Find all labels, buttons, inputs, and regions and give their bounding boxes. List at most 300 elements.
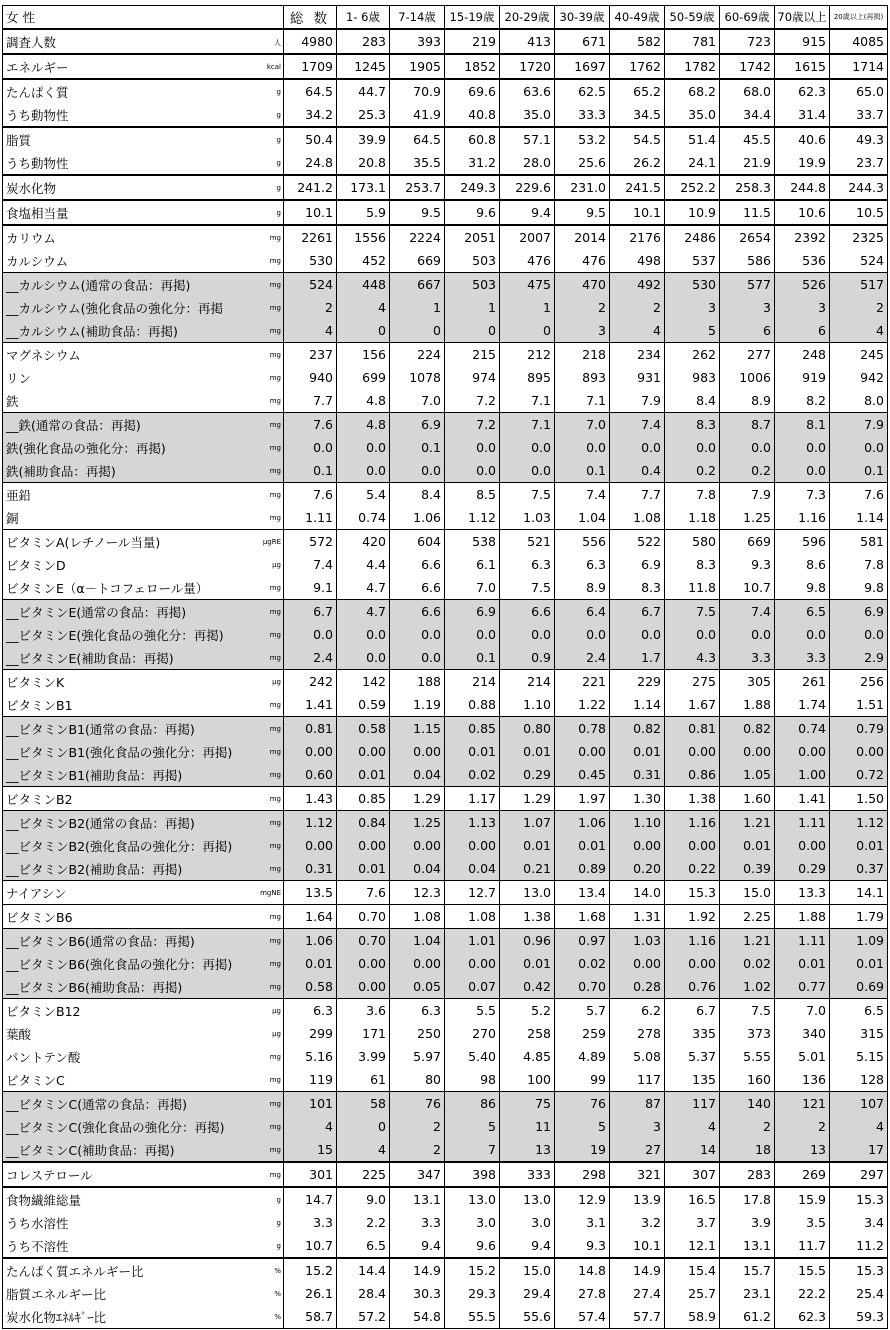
row-unit: mg <box>269 631 281 639</box>
value-cell: 231.0 <box>555 175 610 200</box>
table-row <box>3 1115 888 1138</box>
row-label-cell <box>3 1022 284 1045</box>
value-cell: 0.0 <box>830 623 888 646</box>
value-cell: 6.3 <box>500 553 555 576</box>
row-label-cell <box>3 151 284 175</box>
value-cell: 1.22 <box>555 693 610 717</box>
value-cell: 0.0 <box>284 623 337 646</box>
value-cell: 0.00 <box>445 834 500 857</box>
value-cell: 1.10 <box>610 811 665 835</box>
value-cell: 3.5 <box>775 1211 830 1234</box>
value-cell: 3 <box>555 319 610 343</box>
value-cell: 0 <box>390 319 445 343</box>
row-unit: mg <box>269 1076 281 1084</box>
value-cell: 119 <box>284 1068 337 1092</box>
value-cell: 3.9 <box>720 1211 775 1234</box>
value-cell: 11.7 <box>775 1234 830 1258</box>
value-cell: 7.9 <box>720 483 775 507</box>
row-label: __ビタミンB2(通常の食品：再掲) <box>6 815 195 831</box>
value-cell: 7.0 <box>555 413 610 437</box>
table-row <box>3 600 888 624</box>
value-cell: 1742 <box>720 54 775 79</box>
table-row <box>3 952 888 975</box>
row-unit: g <box>276 136 281 144</box>
value-cell: 0.58 <box>337 717 390 741</box>
value-cell: 26.2 <box>610 151 665 175</box>
table-row <box>3 1187 888 1211</box>
table-row <box>3 693 888 717</box>
value-cell: 1.41 <box>775 787 830 811</box>
value-cell: 65.2 <box>610 79 665 103</box>
value-cell: 19.9 <box>775 151 830 175</box>
value-cell: 101 <box>284 1092 337 1116</box>
value-cell: 1.06 <box>284 929 337 953</box>
value-cell: 895 <box>500 366 555 389</box>
value-cell: 1852 <box>445 54 500 79</box>
value-cell: 572 <box>284 530 337 554</box>
row-unit: mg <box>269 842 281 850</box>
value-cell: 1.64 <box>284 905 337 929</box>
value-cell: 5.15 <box>830 1045 888 1068</box>
value-cell: 340 <box>775 1022 830 1045</box>
value-cell: 34.2 <box>284 103 337 127</box>
value-cell: 0.0 <box>337 459 390 483</box>
value-cell: 7.9 <box>610 389 665 413</box>
row-label-cell <box>3 623 284 646</box>
row-label-cell <box>3 600 284 624</box>
value-cell: 893 <box>555 366 610 389</box>
value-cell: 0.01 <box>337 763 390 787</box>
value-cell: 2014 <box>555 225 610 249</box>
value-cell: 262 <box>665 343 720 367</box>
table-row <box>3 249 888 273</box>
row-label-cell <box>3 1187 284 1211</box>
value-cell: 931 <box>610 366 665 389</box>
value-cell: 6.7 <box>610 600 665 624</box>
value-cell: 248 <box>775 343 830 367</box>
value-cell: 299 <box>284 1022 337 1045</box>
value-cell: 1.08 <box>610 506 665 530</box>
row-label: うち不溶性 <box>6 1238 69 1254</box>
value-cell: 14.9 <box>610 1258 665 1282</box>
value-cell: 6.5 <box>830 999 888 1023</box>
value-cell: 17 <box>830 1138 888 1162</box>
value-cell: 1.11 <box>775 929 830 953</box>
value-cell: 373 <box>720 1022 775 1045</box>
value-cell: 244.8 <box>775 175 830 200</box>
value-cell: 1.97 <box>555 787 610 811</box>
value-cell: 1.67 <box>665 693 720 717</box>
value-cell: 15.3 <box>830 1187 888 1211</box>
value-cell: 76 <box>390 1092 445 1116</box>
value-cell: 0.01 <box>500 740 555 763</box>
value-cell: 7.1 <box>500 389 555 413</box>
value-cell: 6.9 <box>830 600 888 624</box>
table-row <box>3 905 888 929</box>
row-label-cell <box>3 530 284 554</box>
row-label: ビタミンB2 <box>6 791 73 807</box>
value-cell: 10.1 <box>610 1234 665 1258</box>
row-label: 炭水化物 <box>6 180 57 196</box>
value-cell: 0.00 <box>284 834 337 857</box>
value-cell: 0.74 <box>337 506 390 530</box>
value-cell: 0.0 <box>720 436 775 459</box>
value-cell: 8.3 <box>610 576 665 600</box>
value-cell: 214 <box>500 670 555 694</box>
row-label-cell <box>3 834 284 857</box>
value-cell: 781 <box>665 29 720 54</box>
value-cell: 2 <box>390 1138 445 1162</box>
table-body <box>3 6 888 1329</box>
value-cell: 80 <box>390 1068 445 1092</box>
value-cell: 270 <box>445 1022 500 1045</box>
value-cell: 8.1 <box>775 413 830 437</box>
value-cell: 1.60 <box>720 787 775 811</box>
value-cell: 9.4 <box>500 200 555 225</box>
value-cell: 59.3 <box>830 1305 888 1329</box>
value-cell: 8.3 <box>665 553 720 576</box>
row-label: コレステロール <box>6 1167 93 1183</box>
value-cell: 229.6 <box>500 175 555 200</box>
value-cell: 44.7 <box>337 79 390 103</box>
value-cell: 0.0 <box>390 646 445 670</box>
value-cell: 171 <box>337 1022 390 1045</box>
table-row <box>3 413 888 437</box>
value-cell: 61.2 <box>720 1305 775 1329</box>
value-cell: 0.89 <box>555 857 610 881</box>
table-row <box>3 343 888 367</box>
value-cell: 8.9 <box>555 576 610 600</box>
value-cell: 70.9 <box>390 79 445 103</box>
value-cell: 2325 <box>830 225 888 249</box>
value-cell: 0.0 <box>284 436 337 459</box>
value-cell: 229 <box>610 670 665 694</box>
value-cell: 7.1 <box>500 413 555 437</box>
value-cell: 3.1 <box>555 1211 610 1234</box>
value-cell: 5.2 <box>500 999 555 1023</box>
value-cell: 278 <box>610 1022 665 1045</box>
value-cell: 0.2 <box>665 459 720 483</box>
value-cell: 307 <box>665 1162 720 1187</box>
value-cell: 5.4 <box>337 483 390 507</box>
value-cell: 0.42 <box>500 975 555 999</box>
row-unit: mg <box>269 514 281 522</box>
value-cell: 0.00 <box>775 740 830 763</box>
value-cell: 0.85 <box>445 717 500 741</box>
value-cell: 3.99 <box>337 1045 390 1068</box>
value-cell: 0.00 <box>445 952 500 975</box>
value-cell: 0.1 <box>390 436 445 459</box>
row-label-cell <box>3 103 284 127</box>
value-cell: 0.0 <box>665 623 720 646</box>
value-cell: 0.1 <box>830 459 888 483</box>
value-cell: 6.5 <box>775 600 830 624</box>
value-cell: 283 <box>337 29 390 54</box>
value-cell: 1.04 <box>555 506 610 530</box>
row-label: __ビタミンE(強化食品の強化分：再掲) <box>6 627 224 643</box>
value-cell: 107 <box>830 1092 888 1116</box>
value-cell: 3.0 <box>445 1211 500 1234</box>
value-cell: 7.3 <box>775 483 830 507</box>
value-cell: 1.11 <box>284 506 337 530</box>
row-label: 銅 <box>6 510 19 526</box>
value-cell: 393 <box>390 29 445 54</box>
value-cell: 0.1 <box>555 459 610 483</box>
value-cell: 27.8 <box>555 1282 610 1305</box>
value-cell: 2176 <box>610 225 665 249</box>
value-cell: 335 <box>665 1022 720 1045</box>
row-unit: mg <box>269 397 281 405</box>
row-label-cell <box>3 999 284 1023</box>
value-cell: 4085 <box>830 29 888 54</box>
row-unit: mg <box>269 351 281 359</box>
value-cell: 10.6 <box>775 200 830 225</box>
value-cell: 0.01 <box>720 834 775 857</box>
value-cell: 35.5 <box>390 151 445 175</box>
row-unit: mg <box>269 327 281 335</box>
value-cell: 0.01 <box>830 834 888 857</box>
value-cell: 12.3 <box>390 881 445 905</box>
value-cell: 50.4 <box>284 127 337 151</box>
row-label-cell <box>3 54 284 79</box>
value-cell: 0.00 <box>775 834 830 857</box>
row-label-cell <box>3 1258 284 1282</box>
row-label: 鉄(補助食品：再掲) <box>6 463 116 479</box>
value-cell: 0.0 <box>500 623 555 646</box>
value-cell: 1 <box>445 296 500 319</box>
value-cell: 448 <box>337 273 390 297</box>
value-cell: 58.7 <box>284 1305 337 1329</box>
value-cell: 1.41 <box>284 693 337 717</box>
value-cell: 258.3 <box>720 175 775 200</box>
value-cell: 0.0 <box>720 623 775 646</box>
row-label-cell <box>3 273 284 297</box>
value-cell: 470 <box>555 273 610 297</box>
row-label-cell <box>3 1282 284 1305</box>
table-row <box>3 1068 888 1092</box>
value-cell: 2224 <box>390 225 445 249</box>
value-cell: 13 <box>500 1138 555 1162</box>
row-label-cell <box>3 1092 284 1116</box>
row-unit: mg <box>269 795 281 803</box>
value-cell: 0.0 <box>610 436 665 459</box>
value-cell: 4980 <box>284 29 337 54</box>
value-cell: 0.01 <box>555 834 610 857</box>
value-cell: 1.31 <box>610 905 665 929</box>
row-label-cell <box>3 79 284 103</box>
value-cell: 2392 <box>775 225 830 249</box>
value-cell: 1.21 <box>720 929 775 953</box>
value-cell: 63.6 <box>500 79 555 103</box>
value-cell: 1.7 <box>610 646 665 670</box>
row-label-cell <box>3 1138 284 1162</box>
value-cell: 0.0 <box>337 623 390 646</box>
value-cell: 69.6 <box>445 79 500 103</box>
value-cell: 0.0 <box>830 436 888 459</box>
value-cell: 2261 <box>284 225 337 249</box>
value-cell: 41.9 <box>390 103 445 127</box>
value-cell: 1.12 <box>830 811 888 835</box>
row-label-cell <box>3 670 284 694</box>
row-unit: mg <box>269 937 281 945</box>
value-cell: 0.00 <box>610 952 665 975</box>
row-unit: mg <box>269 960 281 968</box>
value-cell: 2 <box>775 1115 830 1138</box>
value-cell: 57.7 <box>610 1305 665 1329</box>
table-row <box>3 975 888 999</box>
value-cell: 2 <box>610 296 665 319</box>
value-cell: 253.7 <box>390 175 445 200</box>
value-cell: 9.4 <box>500 1234 555 1258</box>
value-cell: 1.06 <box>555 811 610 835</box>
row-unit: mg <box>269 444 281 452</box>
table-row <box>3 670 888 694</box>
value-cell: 4 <box>337 296 390 319</box>
value-cell: 5 <box>555 1115 610 1138</box>
header-age-30-39: 30-39歳 <box>555 6 610 30</box>
value-cell: 0.85 <box>337 787 390 811</box>
value-cell: 160 <box>720 1068 775 1092</box>
value-cell: 57.1 <box>500 127 555 151</box>
value-cell: 76 <box>555 1092 610 1116</box>
value-cell: 0.58 <box>284 975 337 999</box>
row-label-cell <box>3 459 284 483</box>
value-cell: 0.78 <box>555 717 610 741</box>
value-cell: 1556 <box>337 225 390 249</box>
value-cell: 24.8 <box>284 151 337 175</box>
value-cell: 215 <box>445 343 500 367</box>
row-label: ビタミンK <box>6 674 65 690</box>
value-cell: 68.0 <box>720 79 775 103</box>
row-label-cell <box>3 1211 284 1234</box>
value-cell: 214 <box>445 670 500 694</box>
row-label-cell <box>3 1068 284 1092</box>
value-cell: 9.0 <box>337 1187 390 1211</box>
value-cell: 2051 <box>445 225 500 249</box>
value-cell: 0.01 <box>775 952 830 975</box>
header-age-20-plus: 20歳以上(再掲) <box>830 6 888 30</box>
value-cell: 1.10 <box>500 693 555 717</box>
value-cell: 1.06 <box>390 506 445 530</box>
value-cell: 2.4 <box>555 646 610 670</box>
value-cell: 4 <box>665 1115 720 1138</box>
value-cell: 1.88 <box>775 905 830 929</box>
row-unit: mg <box>269 1146 281 1154</box>
value-cell: 530 <box>284 249 337 273</box>
value-cell: 6.1 <box>445 553 500 576</box>
value-cell: 1.21 <box>720 811 775 835</box>
value-cell: 244.3 <box>830 175 888 200</box>
row-unit: mg <box>269 725 281 733</box>
row-label-cell <box>3 952 284 975</box>
value-cell: 9.8 <box>830 576 888 600</box>
value-cell: 10.7 <box>720 576 775 600</box>
row-label: __鉄(通常の食品：再掲) <box>6 417 141 433</box>
value-cell: 301 <box>284 1162 337 1187</box>
value-cell: 98 <box>445 1068 500 1092</box>
value-cell: 259 <box>555 1022 610 1045</box>
value-cell: 0.0 <box>390 459 445 483</box>
value-cell: 1.74 <box>775 693 830 717</box>
value-cell: 0.00 <box>337 975 390 999</box>
value-cell: 0.76 <box>665 975 720 999</box>
table-row <box>3 1258 888 1282</box>
value-cell: 2.9 <box>830 646 888 670</box>
value-cell: 6.2 <box>610 999 665 1023</box>
value-cell: 2 <box>830 296 888 319</box>
row-label: たんぱく質 <box>6 84 69 100</box>
value-cell: 0.86 <box>665 763 720 787</box>
row-label: ビタミンB12 <box>6 1003 81 1019</box>
value-cell: 142 <box>337 670 390 694</box>
table-row <box>3 1045 888 1068</box>
value-cell: 667 <box>390 273 445 297</box>
row-unit: mg <box>269 281 281 289</box>
value-cell: 321 <box>610 1162 665 1187</box>
value-cell: 0.37 <box>830 857 888 881</box>
value-cell: 14.7 <box>284 1187 337 1211</box>
value-cell: 0.72 <box>830 763 888 787</box>
value-cell: 237 <box>284 343 337 367</box>
value-cell: 9.6 <box>445 1234 500 1258</box>
value-cell: 1.29 <box>390 787 445 811</box>
value-cell: 503 <box>445 273 500 297</box>
value-cell: 0.31 <box>610 763 665 787</box>
value-cell: 13.1 <box>390 1187 445 1211</box>
value-cell: 0 <box>337 1115 390 1138</box>
row-label-cell <box>3 975 284 999</box>
row-unit: mg <box>269 467 281 475</box>
value-cell: 0.88 <box>445 693 500 717</box>
value-cell: 0.0 <box>390 623 445 646</box>
value-cell: 241.5 <box>610 175 665 200</box>
value-cell: 0.74 <box>775 717 830 741</box>
table-row <box>3 483 888 507</box>
table-row <box>3 881 888 905</box>
value-cell: 476 <box>500 249 555 273</box>
value-cell: 14 <box>665 1138 720 1162</box>
value-cell: 0.00 <box>665 952 720 975</box>
value-cell: 256 <box>830 670 888 694</box>
value-cell: 0.00 <box>284 740 337 763</box>
value-cell: 9.8 <box>775 576 830 600</box>
value-cell: 57.2 <box>337 1305 390 1329</box>
value-cell: 4.7 <box>337 576 390 600</box>
value-cell: 7.5 <box>665 600 720 624</box>
value-cell: 68.2 <box>665 79 720 103</box>
value-cell: 22.2 <box>775 1282 830 1305</box>
value-cell: 3.6 <box>337 999 390 1023</box>
row-unit: mg <box>269 491 281 499</box>
value-cell: 15.7 <box>720 1258 775 1282</box>
value-cell: 25.3 <box>337 103 390 127</box>
row-label-cell <box>3 905 284 929</box>
value-cell: 13.4 <box>555 881 610 905</box>
value-cell: 0.22 <box>665 857 720 881</box>
row-label-cell <box>3 296 284 319</box>
value-cell: 15.2 <box>445 1258 500 1282</box>
row-label: カリウム <box>6 230 56 246</box>
value-cell: 2.4 <box>284 646 337 670</box>
value-cell: 6.6 <box>390 576 445 600</box>
value-cell: 24.1 <box>665 151 720 175</box>
value-cell: 7.0 <box>445 576 500 600</box>
row-label: ナイアシン <box>6 885 67 901</box>
value-cell: 128 <box>830 1068 888 1092</box>
value-cell: 87 <box>610 1092 665 1116</box>
value-cell: 11.2 <box>830 1234 888 1258</box>
nutrient-intake-table-page <box>2 5 888 1329</box>
